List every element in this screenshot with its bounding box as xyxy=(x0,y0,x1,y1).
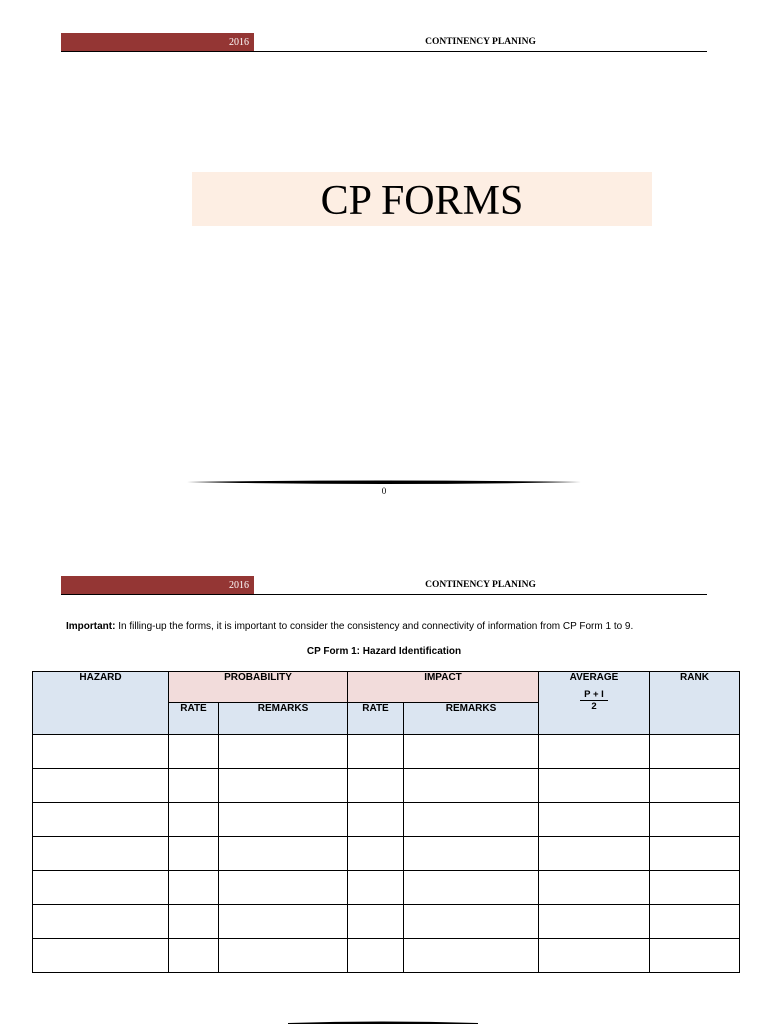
cover-title-box xyxy=(192,172,652,226)
table-cell[interactable] xyxy=(33,939,169,973)
table-cell[interactable] xyxy=(650,905,740,939)
table-cell[interactable] xyxy=(169,871,219,905)
table-cell[interactable] xyxy=(219,905,348,939)
table-row xyxy=(33,735,740,769)
col-average xyxy=(539,672,650,735)
table-cell[interactable] xyxy=(539,837,650,871)
table-cell[interactable] xyxy=(169,837,219,871)
table-cell[interactable] xyxy=(33,905,169,939)
header-year-bar xyxy=(61,33,254,51)
table-cell[interactable] xyxy=(650,939,740,973)
table-cell[interactable] xyxy=(348,905,404,939)
table-cell[interactable] xyxy=(219,871,348,905)
table-cell[interactable] xyxy=(219,939,348,973)
table-row xyxy=(33,939,740,973)
important-note xyxy=(66,620,726,633)
table-cell[interactable] xyxy=(33,871,169,905)
table-row xyxy=(33,769,740,803)
col-probability-rate: RATE xyxy=(169,703,219,735)
table-row xyxy=(33,905,740,939)
table-cell[interactable] xyxy=(219,837,348,871)
table-cell[interactable] xyxy=(650,871,740,905)
footer-divider-2 xyxy=(288,1018,478,1024)
table-cell[interactable] xyxy=(169,803,219,837)
average-formula xyxy=(580,689,608,712)
table-cell[interactable] xyxy=(348,735,404,769)
col-impact-remarks: REMARKS xyxy=(404,703,539,735)
table-cell[interactable] xyxy=(348,769,404,803)
page-number: 0 xyxy=(381,486,387,496)
table-cell[interactable] xyxy=(650,735,740,769)
table-row xyxy=(33,803,740,837)
table-cell[interactable] xyxy=(539,735,650,769)
table-cell[interactable] xyxy=(169,735,219,769)
table-cell[interactable] xyxy=(348,803,404,837)
table-cell[interactable] xyxy=(219,735,348,769)
table-cell[interactable] xyxy=(169,769,219,803)
table-cell[interactable] xyxy=(219,769,348,803)
table-cell[interactable] xyxy=(404,803,539,837)
table-cell[interactable] xyxy=(539,803,650,837)
col-impact: IMPACT xyxy=(348,672,539,703)
table-cell[interactable] xyxy=(404,735,539,769)
table-cell[interactable] xyxy=(33,735,169,769)
hazard-identification-table xyxy=(32,671,740,973)
form-title: CP Form 1: Hazard Identification xyxy=(306,646,462,657)
table-cell[interactable] xyxy=(650,769,740,803)
col-hazard: HAZARD xyxy=(33,672,169,735)
header-year-bar-2 xyxy=(61,576,254,594)
important-label: Important: xyxy=(66,621,116,632)
col-rank: RANK xyxy=(650,672,740,735)
table-cell[interactable] xyxy=(650,803,740,837)
table-cell[interactable] xyxy=(404,769,539,803)
header-rule-2 xyxy=(61,594,707,595)
table-cell[interactable] xyxy=(33,769,169,803)
col-probability: PROBABILITY xyxy=(169,672,348,703)
table-cell[interactable] xyxy=(404,905,539,939)
table-cell[interactable] xyxy=(169,939,219,973)
cover-title: CP FORMS xyxy=(320,178,524,224)
important-text: In filling-up the forms, it is important to consider the consistency and connectivity of information from CP Form 1 to 9. xyxy=(115,621,634,632)
table-cell[interactable] xyxy=(348,871,404,905)
col-probability-remarks: REMARKS xyxy=(219,703,348,735)
table-cell[interactable] xyxy=(539,939,650,973)
table-cell[interactable] xyxy=(33,803,169,837)
table-body xyxy=(33,735,740,973)
table-cell[interactable] xyxy=(650,837,740,871)
table-cell[interactable] xyxy=(539,905,650,939)
table-row xyxy=(33,837,740,871)
col-average-label: AVERAGE xyxy=(569,672,619,683)
table-cell[interactable] xyxy=(169,905,219,939)
table-cell[interactable] xyxy=(404,871,539,905)
header-rule xyxy=(61,51,707,52)
table-cell[interactable] xyxy=(404,837,539,871)
formula-numerator: P + I xyxy=(580,689,608,701)
table-cell[interactable] xyxy=(348,837,404,871)
header-year-2: 2016 xyxy=(229,580,249,591)
table-cell[interactable] xyxy=(404,939,539,973)
table-cell[interactable] xyxy=(219,803,348,837)
header-title: CONTINENCY PLANING xyxy=(425,37,536,47)
header-year: 2016 xyxy=(229,37,249,48)
table-cell[interactable] xyxy=(348,939,404,973)
table-cell[interactable] xyxy=(33,837,169,871)
table-cell[interactable] xyxy=(539,871,650,905)
col-impact-rate: RATE xyxy=(348,703,404,735)
table-cell[interactable] xyxy=(539,769,650,803)
header-title-2: CONTINENCY PLANING xyxy=(425,580,536,590)
formula-denominator: 2 xyxy=(591,701,597,712)
table-row xyxy=(33,871,740,905)
